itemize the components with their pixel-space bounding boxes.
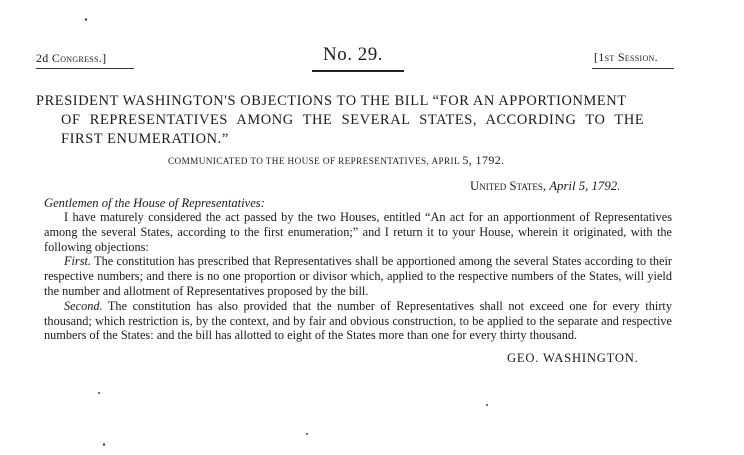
signature: GEO. WASHINGTON.	[507, 351, 639, 365]
document-title	[36, 92, 676, 149]
congress-underline	[36, 68, 134, 69]
paragraph-second-text: The constitution has also provided that the number of Representatives shall not exceed one for every thirty thousand; which restriction is, by the context, and by fair and obvious construction, to be applied to the separate and respective numbers of the States: and the bill has allotted to eight of the States more than one for every thirty thousand.	[44, 298, 672, 343]
date: April 5, 1792.	[549, 179, 621, 193]
communicated-text: COMMUNICATED TO THE HOUSE OF REPRESENTATIVES, APRIL	[168, 156, 460, 166]
communicated-line	[168, 153, 505, 168]
session-bracket: [	[594, 50, 599, 64]
scan-speck	[85, 18, 87, 21]
scan-speck	[486, 404, 488, 406]
paragraph-first	[44, 254, 672, 298]
congress-ordinal: 2d	[36, 51, 49, 65]
scan-speck	[306, 433, 308, 435]
session-header	[594, 50, 658, 65]
congress-label: Congress.	[51, 51, 103, 65]
document-number: No. 29.	[323, 44, 383, 65]
congress-bracket: ]	[102, 51, 107, 65]
paragraph-second-lead: Second.	[64, 298, 103, 313]
place-and-date	[470, 179, 620, 194]
paragraph-second	[44, 299, 672, 343]
title-line-3: FIRST ENUMERATION.”	[61, 131, 229, 147]
message-body	[44, 210, 672, 343]
place: United States,	[470, 179, 547, 193]
scan-speck	[98, 392, 100, 394]
paragraph-first-lead: First.	[64, 254, 91, 269]
document-number-underline	[312, 70, 404, 72]
session-label: 1st Session.	[598, 50, 658, 64]
communicated-date: 5, 1792.	[462, 153, 505, 167]
session-underline	[592, 68, 674, 69]
congress-header	[36, 51, 106, 66]
paragraph-first-text: The constitution has prescribed that Representatives shall be apportioned among the several States according to their respective numbers; and there is no one proportion or divisor which, applied to the respective numbers of the States, will yield the number and allotment of Representatives proposed by the bill.	[44, 254, 672, 298]
scan-speck	[103, 443, 105, 446]
title-line-1: PRESIDENT WASHINGTON'S OBJECTIONS TO THE BILL “FOR AN APPORTIONMENT	[36, 93, 627, 109]
title-line-2: OF REPRESENTATIVES AMONG THE SEVERAL STATES, ACCORDING TO THE	[61, 112, 645, 128]
salutation: Gentlemen of the House of Representatives:	[44, 196, 265, 210]
paragraph-intro: I have maturely considered the act passed by the two Houses, entitled “An act for an apportionment of Representatives among the several States, according to the first enumeration;” and I return it to your House, wherein it originated, with the following objections:	[44, 210, 672, 254]
